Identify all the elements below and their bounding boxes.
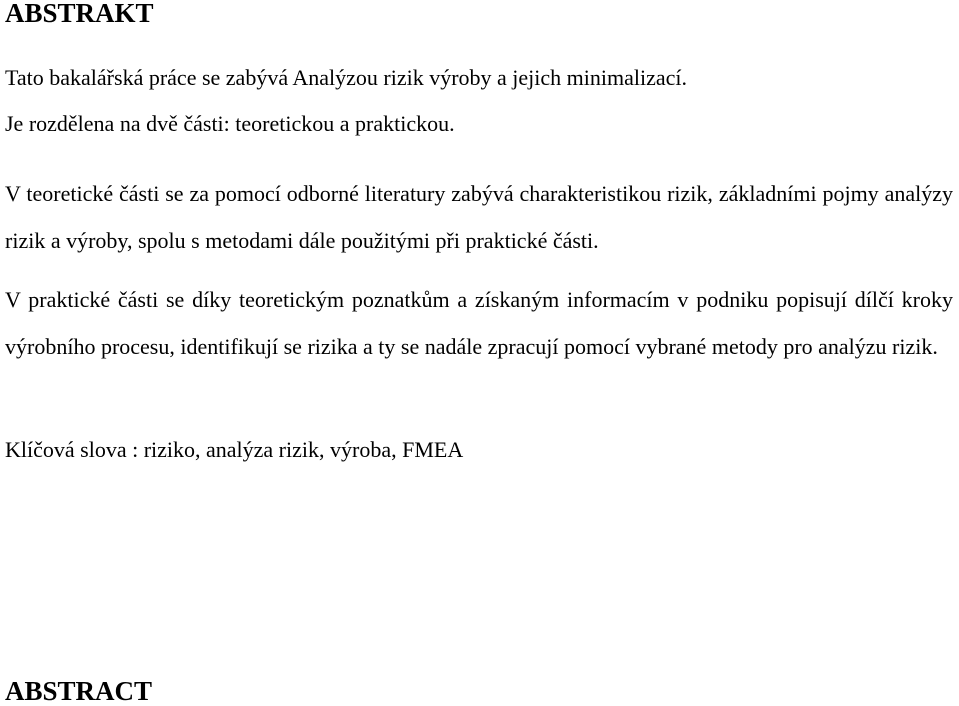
paragraph-topic: Tato bakalářská práce se zabývá Analýzou rizik výroby a jejich minimalizací. [5,65,688,90]
keywords-line: Klíčová slova : riziko, analýza rizik, výroba, FMEA [5,437,464,462]
abstract-heading: ABSTRACT [5,676,153,706]
paragraph-theory: V teoretické části se za pomocí odborné literatury zabývá charakteristikou rizik, základními pojmy analýzy rizik a výroby, spolu s metodami dále použitými při praktické části. [5,181,953,253]
paragraph-structure: Je rozdělena na dvě části: teoretickou a praktickou. [5,111,455,136]
paragraph-practice: V praktické části se díky teoretickým poznatkům a získaným informacím v podniku popisují dílčí kroky výrobního procesu, identifikují se rizika a ty se nadále zpracují pomocí vybrané metody pro analýzu rizik. [5,287,953,359]
abstrakt-heading: ABSTRAKT [5,0,154,28]
